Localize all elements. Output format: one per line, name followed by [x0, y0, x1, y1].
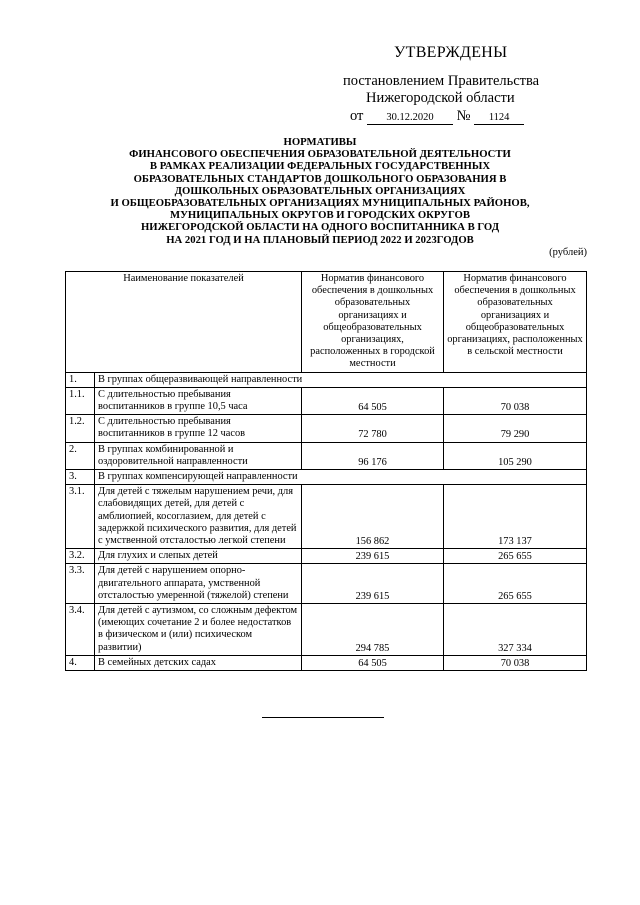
header-rural: Норматив финансового обеспечения в дошкольных образовательных организациях и общеобразовательных организациях, расположенных в сельской местности — [444, 272, 587, 373]
urban-value: 96 176 — [302, 442, 444, 469]
decree-date: 30.12.2020 — [367, 111, 453, 125]
table-header-row — [66, 272, 587, 373]
title-line: В РАМКАХ РЕАЛИЗАЦИИ ФЕДЕРАЛЬНЫХ ГОСУДАРСТВЕННЫХ — [149, 160, 491, 173]
row-number: 3.1. — [66, 485, 95, 549]
approved-heading: УТВЕРЖДЕНЫ — [394, 44, 508, 61]
rural-value: 79 290 — [444, 415, 587, 442]
urban-value: 64 505 — [302, 387, 444, 414]
table-row — [66, 372, 587, 387]
number-prefix: № — [456, 108, 471, 124]
title-line: НА 2021 ГОД И НА ПЛАНОВЫЙ ПЕРИОД 2022 И 2023ГОДОВ — [166, 233, 474, 246]
rural-value: 70 038 — [444, 387, 587, 414]
rural-value: 265 655 — [444, 549, 587, 564]
decree-number: 1124 — [474, 111, 524, 125]
decree-line-2: Нижегородской области — [366, 90, 515, 106]
row-number: 3.2. — [66, 549, 95, 564]
row-name: С длительностью пребывания воспитанников в группе 10,5 часа — [95, 387, 302, 414]
row-name: В семейных детских садах — [95, 655, 302, 670]
title-line: ДОШКОЛЬНЫХ ОБРАЗОВАТЕЛЬНЫХ ОРГАНИЗАЦИЯХ — [174, 184, 466, 197]
urban-value: 64 505 — [302, 655, 444, 670]
row-number: 1.1. — [66, 387, 95, 414]
decree-date-line — [350, 108, 524, 125]
row-name: Для детей с аутизмом, со сложным дефектом (имеющих сочетание 2 и более недостатков в физическом и (или) психическом развитии) — [95, 604, 302, 656]
row-number: 1. — [66, 372, 95, 387]
rural-value: 327 334 — [444, 604, 587, 656]
table-row — [66, 549, 587, 564]
norms-table — [65, 271, 587, 671]
row-number: 3. — [66, 470, 95, 485]
urban-value: 239 615 — [302, 564, 444, 604]
table-row — [66, 485, 587, 549]
row-name: В группах общеразвивающей направленности — [95, 372, 587, 387]
rural-value: 70 038 — [444, 655, 587, 670]
table-row — [66, 387, 587, 414]
row-number: 4. — [66, 655, 95, 670]
row-name: Для детей с нарушением опорно-двигательного аппарата, умственной отсталостью умеренной (тяжелой) степени — [95, 564, 302, 604]
table-row — [66, 470, 587, 485]
row-name: Для глухих и слепых детей — [95, 549, 302, 564]
title-line: ФИНАНСОВОГО ОБЕСПЕЧЕНИЯ ОБРАЗОВАТЕЛЬНОЙ ДЕЯТЕЛЬНОСТИ — [129, 148, 511, 161]
table-row — [66, 442, 587, 469]
units-label: (рублей) — [549, 247, 587, 258]
date-prefix: от — [350, 108, 364, 124]
end-divider — [262, 717, 384, 718]
row-name: В группах комбинированной и оздоровительной направленности — [95, 442, 302, 469]
row-name: В группах компенсирующей направленности — [95, 470, 587, 485]
rural-value: 173 137 — [444, 485, 587, 549]
header-name: Наименование показателей — [66, 272, 302, 373]
header-urban: Норматив финансового обеспечения в дошкольных образовательных организациях и общеобразовательных организациях, расположенных в городской местности — [302, 272, 444, 373]
table-row — [66, 564, 587, 604]
row-number: 3.3. — [66, 564, 95, 604]
row-name: С длительностью пребывания воспитанников в группе 12 часов — [95, 415, 302, 442]
rural-value: 265 655 — [444, 564, 587, 604]
row-number: 2. — [66, 442, 95, 469]
urban-value: 156 862 — [302, 485, 444, 549]
row-number: 3.4. — [66, 604, 95, 656]
urban-value: 72 780 — [302, 415, 444, 442]
title-line: НИЖЕГОРОДСКОЙ ОБЛАСТИ НА ОДНОГО ВОСПИТАННИКА В ГОД — [140, 221, 500, 234]
table-row — [66, 655, 587, 670]
document-title — [80, 136, 560, 246]
rural-value: 105 290 — [444, 442, 587, 469]
table-row — [66, 415, 587, 442]
title-line: И ОБЩЕОБРАЗОВАТЕЛЬНЫХ ОРГАНИЗАЦИЯХ МУНИЦИПАЛЬНЫХ РАЙОНОВ, — [110, 197, 530, 210]
row-number: 1.2. — [66, 415, 95, 442]
decree-line-1: постановлением Правительства — [343, 73, 540, 89]
row-name: Для детей с тяжелым нарушением речи, для слабовидящих детей, для детей с амблиопией, косоглазием, для детей с задержкой психического развития, для детей с умственной отсталостью легкой степени — [95, 485, 302, 549]
title-line: ОБРАЗОВАТЕЛЬНЫХ СТАНДАРТОВ ДОШКОЛЬНОГО ОБРАЗОВАНИЯ В — [133, 172, 507, 185]
title-line: НОРМАТИВЫ — [283, 136, 357, 148]
urban-value: 239 615 — [302, 549, 444, 564]
title-line: МУНИЦИПАЛЬНЫХ ОКРУГОВ И ГОРОДСКИХ ОКРУГОВ — [170, 209, 470, 222]
urban-value: 294 785 — [302, 604, 444, 656]
table-row — [66, 604, 587, 656]
